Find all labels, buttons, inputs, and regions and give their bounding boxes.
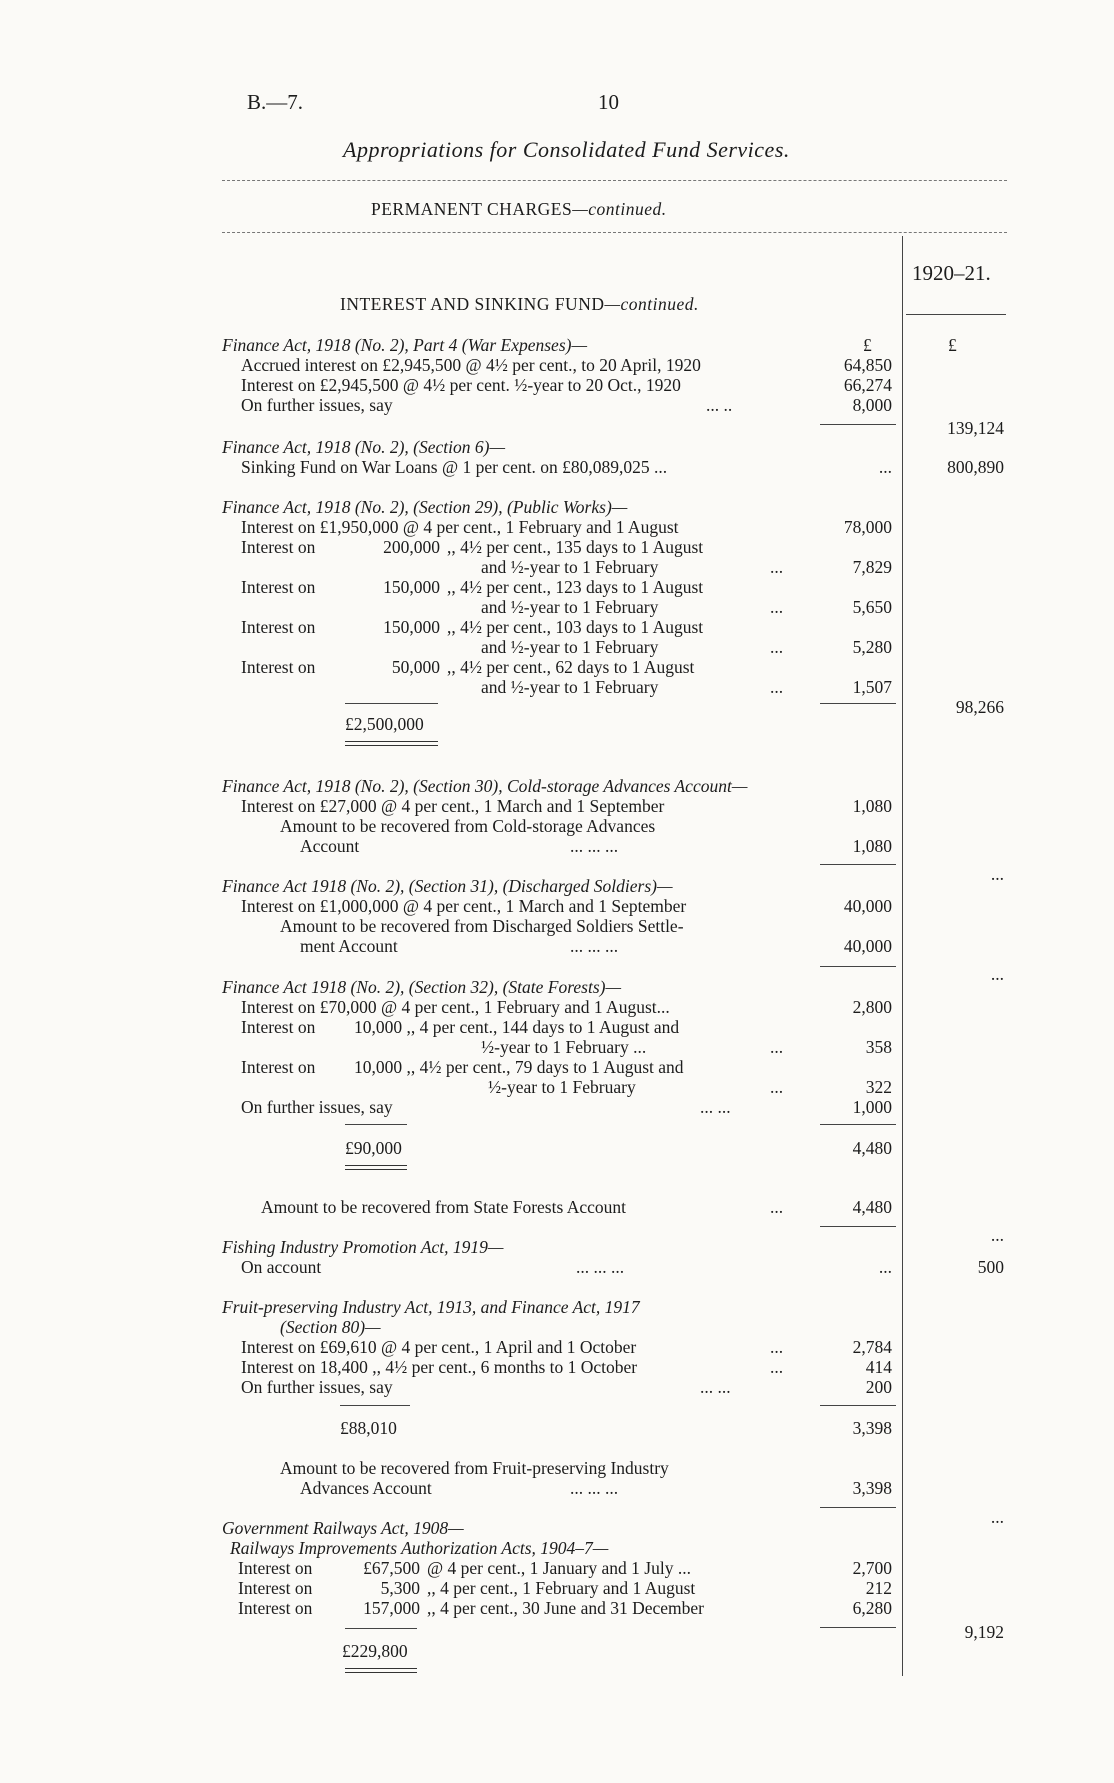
railways-amount-2: 212 [865,1578,892,1598]
public-works-principal-4: 150,000 [383,617,440,637]
public-works-dots-4: ... [770,637,784,657]
public-works-dots-3: ... [770,597,784,617]
railways-heading-2: Railways Improvements Authorization Acts, 1904–7— [230,1538,609,1558]
public-works-line-1: Interest on £1,950,000 @ 4 per cent., 1 February and 1 August [241,517,679,537]
railways-text-2: ,, 4 per cent., 1 February and 1 August [427,1578,696,1598]
fruit-recovery-rule [820,1507,896,1508]
fruit-principal-rule [340,1405,410,1406]
railways-sum-rule [820,1627,896,1628]
state-forests-sum-rule [820,1124,896,1125]
sinking-fund-heading: Finance Act, 1918 (No. 2), (Section 6)— [222,437,506,457]
cold-storage-dots: ... ... ... [570,836,619,856]
war-expenses-line-2: Interest on £2,945,500 @ 4½ per cent. ½-year to 20 Oct., 1920 [241,375,681,395]
public-works-text-5: ,, 4½ per cent., 62 days to 1 August [447,657,695,677]
fishing-total: 500 [977,1257,1004,1277]
public-works-label-3: Interest on [241,577,316,597]
public-works-principal-rule [345,703,438,704]
war-expenses-dots-3: ... .. [706,395,733,415]
railways-total: 9,192 [964,1622,1004,1642]
state-forests-double-rule [345,1165,407,1170]
state-forests-recovery-line: Amount to be recovered from State Forests Account [261,1197,626,1217]
currency-col2: £ [948,335,957,355]
section-heading [371,199,667,219]
section-title: PERMANENT CHARGES [371,199,573,219]
state-forests-amount-3: 322 [865,1077,892,1097]
page-title: Appropriations for Consolidated Fund Services. [343,137,790,162]
war-expenses-total: 139,124 [947,418,1004,438]
fruit-recovery-amount: 3,398 [852,1478,892,1498]
state-forests-amount-4: 1,000 [852,1097,892,1117]
subsection-suffix: —continued. [604,294,699,314]
state-forests-subtotal: 4,480 [852,1138,892,1158]
state-forests-line-1: Interest on £70,000 @ 4 per cent., 1 February and 1 August... [241,997,670,1017]
state-forests-amount-2: 358 [865,1037,892,1057]
war-expenses-heading: Finance Act, 1918 (No. 2), Part 4 (War Expenses)— [222,335,588,355]
fruit-amount-2: 414 [865,1357,892,1377]
state-forests-principal-rule [345,1124,407,1125]
cold-storage-heading: Finance Act, 1918 (No. 2), (Section 30), Cold-storage Advances Account— [222,776,748,796]
cold-storage-line-2: Amount to be recovered from Cold-storage Advances [280,816,656,836]
public-works-cont-4: and ½-year to 1 February [481,637,659,657]
railways-principal-1: £67,500 [363,1558,420,1578]
state-forests-amount-1: 2,800 [852,997,892,1017]
public-works-cont-2: and ½-year to 1 February [481,557,659,577]
state-forests-line-4: On further issues, say [241,1097,393,1117]
public-works-sum-rule [820,703,896,704]
fruit-dots-3: ... ... [700,1377,731,1397]
year-underline [906,314,1006,315]
public-works-heading: Finance Act, 1918 (No. 2), (Section 29), (Public Works)— [222,497,628,517]
discharged-soldiers-line-1: Interest on £1,000,000 @ 4 per cent., 1 March and 1 September [241,896,687,916]
public-works-principal-total: £2,500,000 [345,714,424,734]
cold-storage-line-3: Account [300,836,360,856]
state-forests-principal-total: £90,000 [345,1138,402,1158]
year-heading: 1920–21. [912,261,991,285]
sinking-fund-amount: ... [878,457,892,477]
discharged-soldiers-rule [820,966,896,967]
state-forests-line-2: 10,000 ,, 4 per cent., 144 days to 1 August and [354,1017,680,1037]
state-forests-heading: Finance Act 1918 (No. 2), (Section 32), (State Forests)— [222,977,622,997]
sinking-fund-total: 800,890 [947,457,1004,477]
railways-heading-1: Government Railways Act, 1908— [222,1518,464,1538]
fruit-sum-rule [820,1405,896,1406]
discharged-soldiers-dots: ... ... ... [570,936,619,956]
railways-text-1: @ 4 per cent., 1 January and 1 July ... [427,1558,691,1578]
war-expenses-line-3: On further issues, say [241,395,393,415]
public-works-principal-5: 50,000 [391,657,440,677]
public-works-double-rule [345,741,438,746]
public-works-text-4: ,, 4½ per cent., 103 days to 1 August [447,617,704,637]
railways-text-3: ,, 4 per cent., 30 June and 31 December [427,1598,704,1618]
state-forests-recovery-rule [820,1226,896,1227]
sinking-fund-line: Sinking Fund on War Loans @ 1 per cent. on £80,089,025 ... [241,457,668,477]
railways-double-rule [345,1668,417,1673]
railways-amount-3: 6,280 [852,1598,892,1618]
public-works-label-5: Interest on [241,657,316,677]
cold-storage-amount-1: 1,080 [852,796,892,816]
public-works-amount-2: 7,829 [852,557,892,577]
fruit-principal-total: £88,010 [340,1418,397,1438]
fruit-line-1: Interest on £69,610 @ 4 per cent., 1 April and 1 October [241,1337,637,1357]
public-works-amount-1: 78,000 [843,517,892,537]
section-suffix: —continued. [572,199,667,219]
document-reference: B.—7. [247,90,304,114]
fishing-amount: ... [878,1257,892,1277]
cold-storage-rule [820,864,896,865]
discharged-soldiers-total: ... [990,964,1004,984]
public-works-amount-5: 1,507 [852,677,892,697]
cold-storage-amount-2: 1,080 [852,836,892,856]
state-forests-total: ... [990,1225,1004,1245]
fruit-recovery-dots: ... ... ... [570,1478,619,1498]
state-forests-label-2: Interest on [241,1017,316,1037]
discharged-soldiers-amount-2: 40,000 [843,936,892,956]
public-works-total: 98,266 [955,697,1004,717]
war-expenses-amount-1: 64,850 [843,355,892,375]
public-works-principal-3: 150,000 [383,577,440,597]
public-works-cont-5: and ½-year to 1 February [481,677,659,697]
section-rule [222,232,1007,233]
state-forests-label-3: Interest on [241,1057,316,1077]
page-number: 10 [598,90,619,114]
railways-label-3: Interest on [238,1598,313,1618]
fruit-heading-1: Fruit-preserving Industry Act, 1913, and Finance Act, 1917 [222,1297,640,1317]
fruit-subtotal: 3,398 [852,1418,892,1438]
fruit-dots-1: ... [770,1337,784,1357]
column-divider [902,236,903,1676]
public-works-dots-5: ... [770,677,784,697]
currency-col1: £ [863,335,872,355]
fishing-line: On account [241,1257,322,1277]
title-rule [222,180,1007,181]
railways-label-2: Interest on [238,1578,313,1598]
state-forests-recovery-amount: 4,480 [852,1197,892,1217]
fruit-recovery-2: Advances Account [300,1478,432,1498]
fruit-amount-3: 200 [865,1377,892,1397]
subsection-title: INTEREST AND SINKING FUND [340,294,605,314]
public-works-amount-3: 5,650 [852,597,892,617]
railways-amount-1: 2,700 [852,1558,892,1578]
war-expenses-line-1: Accrued interest on £2,945,500 @ 4½ per cent., to 20 April, 1920 [241,355,701,375]
public-works-dots-2: ... [770,557,784,577]
subsection-heading [340,294,699,314]
public-works-text-2: ,, 4½ per cent., 135 days to 1 August [447,537,704,557]
state-forests-dots-3: ... [770,1077,784,1097]
fishing-heading: Fishing Industry Promotion Act, 1919— [222,1237,504,1257]
public-works-cont-3: and ½-year to 1 February [481,597,659,617]
railways-principal-rule [345,1628,417,1629]
state-forests-recovery-dots: ... [770,1197,784,1217]
war-expenses-amount-3: 8,000 [852,395,892,415]
fruit-amount-1: 2,784 [852,1337,892,1357]
state-forests-dots-4: ... ... [700,1097,731,1117]
discharged-soldiers-amount-1: 40,000 [843,896,892,916]
state-forests-dots-2: ... [770,1037,784,1057]
state-forests-cont-3: ½-year to 1 February [488,1077,636,1097]
war-expenses-amount-2: 66,274 [843,375,892,395]
discharged-soldiers-heading: Finance Act 1918 (No. 2), (Section 31), (Discharged Soldiers)— [222,876,673,896]
discharged-soldiers-line-3: ment Account [300,936,398,956]
state-forests-line-3: 10,000 ,, 4½ per cent., 79 days to 1 August and [354,1057,684,1077]
public-works-text-3: ,, 4½ per cent., 123 days to 1 August [447,577,704,597]
railways-principal-total: £229,800 [342,1641,408,1661]
fruit-line-3: On further issues, say [241,1377,393,1397]
public-works-principal-2: 200,000 [383,537,440,557]
fruit-heading-2: (Section 80)— [280,1317,381,1337]
state-forests-cont-2: ½-year to 1 February ... [481,1037,647,1057]
railways-principal-2: 5,300 [380,1578,420,1598]
railways-principal-3: 157,000 [363,1598,420,1618]
public-works-label-4: Interest on [241,617,316,637]
fruit-line-2: Interest on 18,400 ,, 4½ per cent., 6 months to 1 October [241,1357,638,1377]
cold-storage-line-1: Interest on £27,000 @ 4 per cent., 1 March and 1 September [241,796,665,816]
discharged-soldiers-line-2: Amount to be recovered from Discharged Soldiers Settle- [280,916,684,936]
war-expenses-sum-rule [820,424,896,425]
fishing-dots: ... ... ... [576,1257,625,1277]
fruit-total: ... [990,1507,1004,1527]
fruit-dots-2: ... [770,1357,784,1377]
cold-storage-total: ... [990,864,1004,884]
railways-label-1: Interest on [238,1558,313,1578]
public-works-label-2: Interest on [241,537,316,557]
public-works-amount-4: 5,280 [852,637,892,657]
fruit-recovery-1: Amount to be recovered from Fruit-preserving Industry [280,1458,669,1478]
